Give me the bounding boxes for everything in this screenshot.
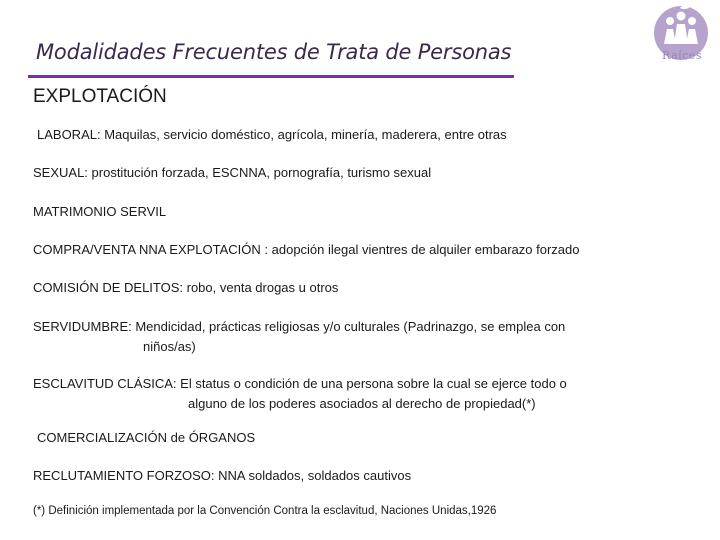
item-text: robo, venta drogas u otros — [183, 280, 339, 295]
list-item-laboral — [37, 125, 507, 145]
item-label: COMPRA/VENTA NNA EXPLOTACIÓN : — [33, 242, 269, 257]
list-item-matrimonio — [33, 202, 166, 222]
item-label: COMERCIALIZACIÓN de ÓRGANOS — [37, 430, 256, 445]
item-label: SERVIDUMBRE: — [33, 319, 132, 334]
list-item-organos — [37, 428, 255, 448]
item-label: MATRIMONIO SERVIL — [33, 204, 167, 219]
list-item-sexual — [33, 163, 431, 183]
list-item-servidumbre — [33, 317, 565, 337]
list-item-reclutamiento — [33, 466, 411, 486]
item-text: El status o condición de una persona sobre la cual se ejerce todo o — [176, 376, 567, 391]
item-label: RECLUTAMIENTO FORZOSO: — [33, 468, 215, 483]
title-underline — [28, 75, 514, 78]
item-label: LABORAL: — [37, 127, 101, 142]
item-text: adopción ilegal vientres de alquiler embarazo forzado — [268, 242, 580, 257]
item-label: SEXUAL: — [33, 165, 88, 180]
item-text: Mendicidad, prácticas religiosas y/o culturales (Padrinazgo, se emplea con — [131, 319, 566, 334]
list-item-servidumbre-continuation: niños/as) — [143, 339, 196, 354]
list-item-esclavitud-continuation: alguno de los poderes asociados al derecho de propiedad(*) — [188, 396, 536, 411]
list-item-compra-venta — [33, 240, 579, 260]
item-text: Maquilas, servicio doméstico, agrícola, minería, maderera, entre otras — [100, 127, 507, 142]
logo-label: Raíces — [662, 49, 702, 62]
section-heading: EXPLOTACIÓN — [33, 86, 167, 107]
slide-title: Modalidades Frecuentes de Trata de Personas — [36, 40, 512, 64]
footnote: (*) Definición implementada por la Convención Contra la esclavitud, Naciones Unidas,1926 — [33, 505, 497, 517]
list-item-delitos — [33, 278, 338, 298]
item-label: COMISIÓN DE DELITOS: — [33, 280, 184, 295]
item-text: NNA soldados, soldados cautivos — [214, 468, 412, 483]
item-label: ESCLAVITUD CLÁSICA: — [33, 376, 177, 391]
list-item-esclavitud — [33, 374, 567, 394]
item-text: prostitución forzada, ESCNNA, pornografía, turismo sexual — [87, 165, 432, 180]
